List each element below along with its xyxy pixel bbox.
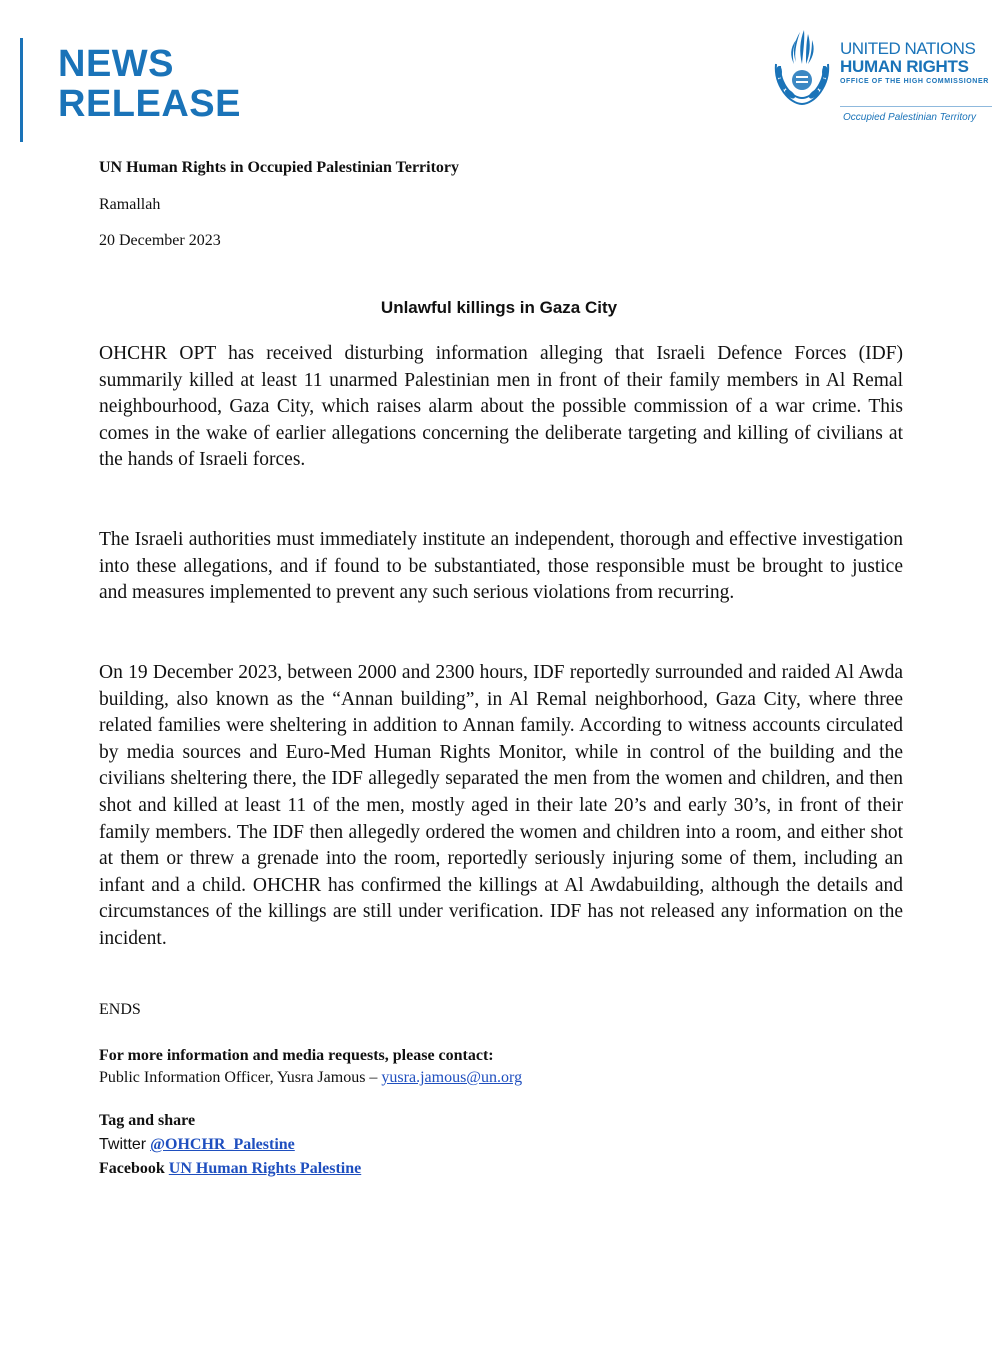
share-heading: Tag and share: [99, 1112, 196, 1129]
news-title-line-1: NEWS: [58, 43, 174, 85]
un-emblem-icon: [770, 26, 834, 106]
news-release-title: [58, 44, 241, 124]
share-twitter-row: [99, 1133, 361, 1157]
release-city: Ramallah: [99, 196, 161, 213]
logo-line-office: OFFICE OF THE HIGH COMMISSIONER: [840, 78, 989, 85]
paragraph-2: The Israeli authorities must immediately institute an independent, thorough and effective investigation into these allegations, and if found to be substantiated, those responsible must be brought to justice and measures implemented to prevent any such serious violations from recurring.: [99, 529, 903, 604]
release-date: 20 December 2023: [99, 232, 221, 249]
paragraph-1: OHCHR OPT has received disturbing information alleging that Israeli Defence Forces (IDF) summarily killed at least 11 unarmed Palestinian men in front of their family members in Al Remal neighbourhood, Gaza City, which raises alarm about the possible commission of a war crime. This comes in the wake of earlier allegations concerning the deliberate targeting and killing of civilians at the hands of Israeli forces.: [99, 343, 903, 471]
contact-email-link[interactable]: yusra.jamous@un.org: [381, 1069, 523, 1086]
facebook-label: Facebook: [99, 1160, 165, 1177]
logo-subtitle: Occupied Palestinian Territory: [843, 112, 977, 123]
facebook-page-link[interactable]: UN Human Rights Palestine: [168, 1160, 362, 1177]
logo-line-un: UNITED NATIONS: [840, 39, 976, 58]
twitter-handle-link[interactable]: @OHCHR_Palestine: [150, 1136, 295, 1153]
paragraph-3: On 19 December 2023, between 2000 and 2300 hours, IDF reportedly surrounded and raided Al Awda building, also known as the “Annan building”, in Al Remal neighborhood, Gaza City, where three related families were sheltering in addition to Annan family. According to witness accounts circulated by media sources and Euro-Med Human Rights Monitor, while in control of the building and the civilians sheltering there, the IDF allegedly separated the men from the women and children, and then shot and killed at least 11 of the men, mostly aged in their late 20’s and early 30’s, in front of their family members. The IDF then allegedly ordered the women and children into a room, and either shot at them or threw a grenade into the room, reportedly seriously injuring some of them, including an infant and a child. OHCHR has confirmed the killings at Al Awdabuilding, although the details and circumstances of the killings are still under verification. IDF has not released any information on the incident.: [99, 662, 903, 949]
twitter-label: Twitter: [99, 1136, 147, 1153]
news-title-line-2: RELEASE: [58, 83, 241, 125]
contact-heading: For more information and media requests, please contact:: [99, 1047, 494, 1064]
ends-marker: ENDS: [99, 1001, 141, 1018]
logo-line-human-rights: HUMAN RIGHTS: [840, 57, 969, 76]
contact-officer: Public Information Officer, Yusra Jamous –: [99, 1069, 382, 1086]
logo-divider: [840, 106, 992, 107]
headline: Unlawful killings in Gaza City: [380, 298, 618, 317]
un-human-rights-logo: [770, 26, 992, 130]
header-accent-bar: [20, 38, 23, 142]
contact-section: [99, 1045, 522, 1089]
issuing-organization: UN Human Rights in Occupied Palestinian Territory: [99, 159, 460, 176]
share-facebook-row: [99, 1157, 361, 1181]
share-section: [99, 1109, 361, 1181]
logo-wordmark: [840, 40, 989, 88]
